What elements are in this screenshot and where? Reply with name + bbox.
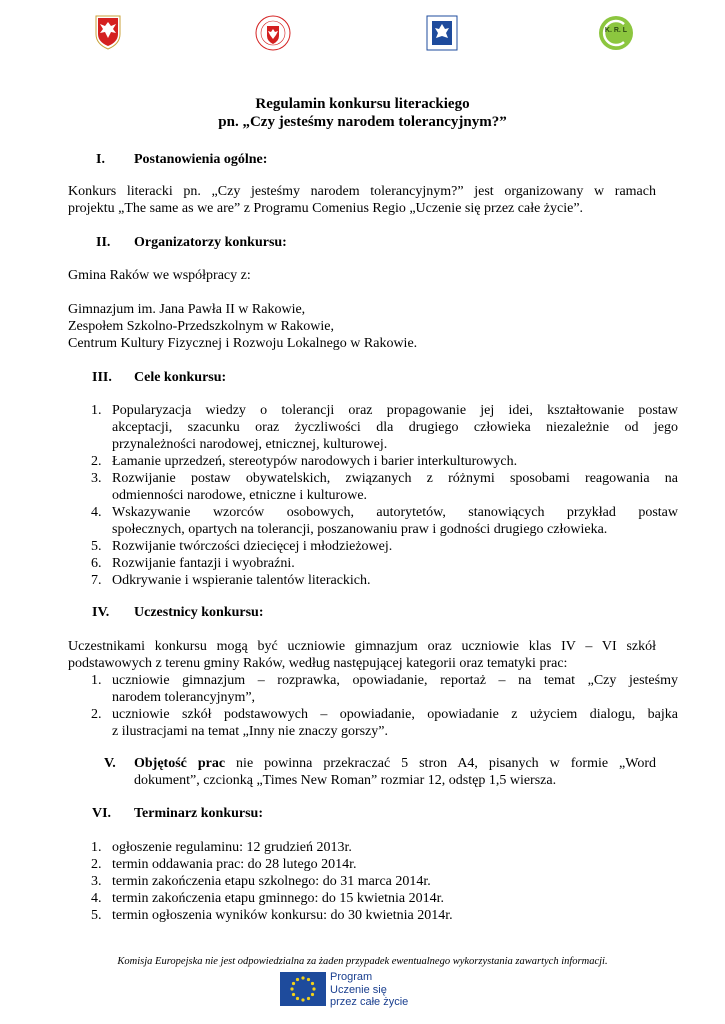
goal-line: Odkrywanie i wspieranie talentów literackich.	[112, 573, 371, 588]
section-label: Terminarz konkursu:	[134, 806, 264, 821]
section-number: IV.	[92, 605, 110, 620]
schedule-number: 2.	[91, 857, 102, 872]
goal-line: Rozwijanie fantazji i wyobraźni.	[112, 556, 295, 571]
goal-number: 1.	[91, 403, 102, 418]
goal-number: 3.	[91, 471, 102, 486]
goal-line: Rozwijanie postaw obywatelskich, związanych z różnymi sposobami reagowania na	[112, 471, 678, 486]
schedule-text: termin zakończenia etapu gminnego: do 15 kwietnia 2014r.	[112, 891, 445, 906]
goal-number: 5.	[91, 539, 102, 554]
participant-line: z ilustracjami na temat „Inny nie znaczy gorszy”.	[112, 724, 388, 739]
section-number: II.	[96, 235, 111, 250]
goal-line: Łamanie uprzedzeń, stereotypów narodowych i barier interkulturowych.	[112, 454, 518, 469]
raków-coat-of-arms-icon	[94, 14, 122, 50]
intro-line-1: Konkurs literacki pn. „Czy jesteśmy narodem tolerancyjnym?” jest organizowany w ramach	[68, 184, 656, 199]
organizers-lead: Gmina Raków we współpracy z:	[68, 268, 251, 283]
section-number: VI.	[92, 806, 112, 821]
section-label: Postanowienia ogólne:	[134, 152, 268, 167]
participant-number: 2.	[91, 707, 102, 722]
goal-number: 7.	[91, 573, 102, 588]
program-line-2: Uczenie się	[330, 983, 387, 996]
participant-line: narodem tolerancyjnym”,	[112, 690, 256, 705]
goal-line: Wskazywanie wzorców osobowych, autorytetów, stanowiących przykład postaw	[112, 505, 678, 520]
organizer-item: Zespołem Szkolno-Przedszkolnym w Rakowie,	[68, 319, 334, 334]
participant-line: uczniowie gimnazjum – rozprawka, opowiadanie, reportaż – na temat „Czy jesteśmy	[112, 673, 678, 688]
organizer-item: Centrum Kultury Fizycznej i Rozwoju Lokalnego w Rakowie.	[68, 336, 418, 351]
participant-line: uczniowie szkół podstawowych – opowiadanie, opowiadanie z użyciem dialogu, bajka	[112, 707, 678, 722]
goal-number: 2.	[91, 454, 102, 469]
organizer-item: Gimnazjum im. Jana Pawła II w Rakowie,	[68, 302, 306, 317]
section-5-text: nie powinna przekraczać 5 stron A4, pisanych w formie „Word	[225, 756, 657, 771]
goal-number: 6.	[91, 556, 102, 571]
logo-row	[0, 14, 725, 54]
participants-line-1: Uczestnikami konkursu mogą być uczniowie gimnazjum oraz uczniowie klas IV – VI szkół	[68, 639, 656, 654]
document-title-line-1: Regulamin konkursu literackiego	[255, 96, 470, 112]
goal-line: odmienności narodowe, etniczne i kulturowe.	[112, 488, 368, 503]
participant-number: 1.	[91, 673, 102, 688]
section-number: I.	[96, 152, 105, 167]
schedule-number: 5.	[91, 908, 102, 923]
schedule-number: 3.	[91, 874, 102, 889]
goal-line: przynależności narodowej, etnicznej, kulturowej.	[112, 437, 388, 452]
section-5-line-1	[134, 755, 656, 772]
program-line-1: Program	[330, 971, 373, 983]
intro-line-2: projektu „The same as we are” z Programu Comenius Regio „Uczenie się przez całe życie”.	[68, 201, 584, 216]
program-line-3: przez całe życie	[330, 996, 409, 1008]
section-label: Organizatorzy konkursu:	[134, 235, 287, 250]
participants-line-2: podstawowych z terenu gminy Raków, według następującej kategorii oraz tematyki prac:	[68, 656, 568, 671]
schedule-text: termin zakończenia etapu szkolnego: do 31 marca 2014r.	[112, 874, 431, 889]
section-label: Cele konkursu:	[134, 370, 227, 385]
schedule-text: ogłoszenie regulaminu: 12 grudzień 2013r.	[112, 840, 352, 855]
eu-flag-icon	[280, 972, 326, 1006]
section-number: V.	[104, 756, 116, 771]
section-5-line-2: dokument”, czcionką „Times New Roman” rozmiar 12, odstęp 1,5 wiersza.	[134, 773, 557, 788]
krl-logo-icon	[597, 14, 635, 52]
program-label	[330, 971, 408, 1009]
goal-number: 4.	[91, 505, 102, 520]
school-emblem-icon	[254, 14, 292, 52]
krl-logo-text: K. R. L	[604, 27, 628, 34]
eu-disclaimer: Komisja Europejska nie jest odpowiedzialna za żaden przypadek ewentualnego wykorzystania zawartych informacji.	[117, 956, 608, 967]
schedule-number: 4.	[91, 891, 102, 906]
schedule-text: termin ogłoszenia wyników konkursu: do 30 kwietnia 2014r.	[112, 908, 453, 923]
section-label: Objętość prac	[134, 756, 226, 771]
section-label: Uczestnicy konkursu:	[134, 605, 264, 620]
goal-line: akceptacji, szacunku oraz życzliwości dla drugiego człowieka niezależnie od jego	[112, 420, 678, 435]
schedule-text: termin oddawania prac: do 28 lutego 2014r.	[112, 857, 357, 872]
gymnasium-emblem-icon	[424, 14, 460, 52]
schedule-number: 1.	[91, 840, 102, 855]
goal-line: Popularyzacja wiedzy o tolerancji oraz propagowanie jej idei, kształtowanie postaw	[112, 403, 678, 418]
section-number: III.	[92, 370, 112, 385]
goal-line: społecznych, opartych na tolerancji, poszanowaniu praw i godności drugiego człowieka.	[112, 522, 608, 537]
document-title-line-2: pn. „Czy jesteśmy narodem tolerancyjnym?”	[218, 114, 507, 130]
goal-line: Rozwijanie twórczości dziecięcej i młodzieżowej.	[112, 539, 393, 554]
